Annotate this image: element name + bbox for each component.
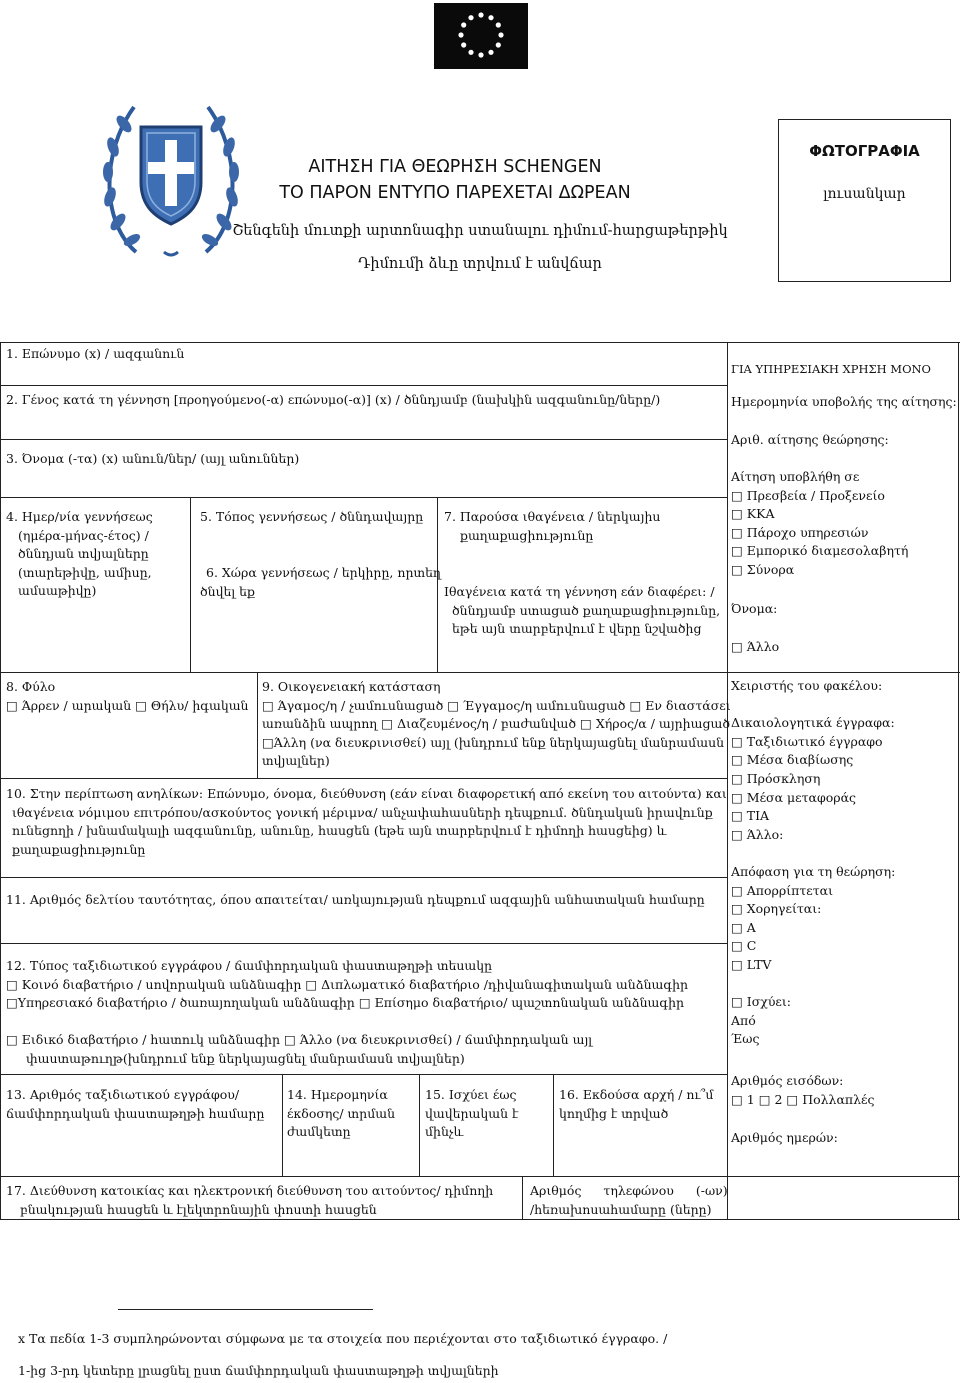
case-line: Από: [731, 1012, 756, 1028]
f13-line: 13. Αριθμός ταξιδιωτικού εγγράφου/: [6, 1087, 240, 1102]
footnote-line-1: x Τα πεδία 1-3 συμπληρώνονται σύμφωνα με τα στοιχεία που περιέχονται στο ταξιδιωτικό έγγραφο. /: [18, 1331, 668, 1346]
footnote-line-2: 1-ից 3-րդ կետերը լրացնել ըստ ճամփորդական փաստաթղթի տվյալների: [18, 1363, 499, 1378]
field-14-issue-date[interactable]: [287, 1086, 395, 1142]
lodged-line: Αίτηση υποβλήθη σε: [731, 469, 860, 484]
f9-line: □Άλλη (να διευκρινισθεί) այլ (խնդրում ենք ներկայացնել մանրամասն: [262, 734, 725, 750]
f4-line: ամսաթիվը): [18, 583, 97, 599]
entries-line: Αριθμός εισόδων:: [731, 1073, 844, 1088]
case-line[interactable]: □ Μέσα διαβίωσης: [731, 752, 854, 768]
field-4-birth-date[interactable]: [6, 508, 153, 601]
f17-line: բնակության հասցեն և էլեկտրոնային փոստի հասցեն: [20, 1201, 377, 1217]
f17b-line: Αριθμός τηλεφώνου (-ων): [530, 1183, 728, 1198]
case-handling: [731, 677, 895, 1049]
f12-line: 12. Τύπος ταξιδιωτικού εγγράφου / ճամփորդական փաստաթղթի տեսակը: [6, 958, 493, 973]
case-line[interactable]: □ ΤΙΑ: [731, 808, 770, 824]
days-count: Αριθμός ημερών:: [731, 1130, 838, 1145]
entries-count: [731, 1072, 875, 1109]
name-label: Όνομα:: [731, 601, 778, 616]
f4-line: 4. Ημερ/νία γεννήσεως: [6, 509, 153, 524]
form-subtitle: [200, 215, 760, 281]
case-line: Έως: [731, 1031, 760, 1047]
field-7-birth-nationality[interactable]: [444, 583, 720, 639]
f9-line: 9. Οικογενειακή κατάσταση: [262, 679, 441, 694]
case-line[interactable]: □ Απορρίπτεται: [731, 882, 834, 898]
case-line[interactable]: □ Ισχύει:: [731, 994, 792, 1010]
f6-line: 6. Χώρα γεννήσεως / երկիրը, որտեղ: [206, 565, 441, 580]
lodged-line[interactable]: □ Πρεσβεία / Προξενείο: [731, 487, 885, 503]
field-8-sex[interactable]: [6, 678, 249, 715]
case-line[interactable]: □ Πρόσκληση: [731, 770, 821, 786]
f12-line: [6, 1013, 688, 1032]
lodged-line[interactable]: □ ΚΚΑ: [731, 506, 775, 522]
field-9-civil-status[interactable]: [262, 678, 731, 771]
case-line: Χειριστής του φακέλου:: [731, 678, 883, 693]
f15-line: մինչև: [425, 1124, 464, 1140]
f12-line: □ Ειδικό διαβατήριο / հատուկ անձնագիր □ Άλλο (να διευκρινισθεί) / ճամփորդական այլ: [6, 1032, 593, 1048]
f4-line: ծննդյան տվյալները: [18, 546, 149, 562]
application-number: Αριθ. αίτησης θεώρησης:: [731, 432, 889, 447]
f10-line: ունեցողի / խնամակալի ազգանունը, անունը, հասցեն (եթե այն տարբերվում է դիմողի հասցեից) և: [12, 823, 667, 839]
f17b-line: /հեռախոսահամարը (ները): [530, 1201, 712, 1217]
case-line: Δικαιολογητικά έγγραφα:: [731, 715, 895, 731]
form-title: [240, 154, 670, 206]
case-line: [731, 696, 895, 715]
f12-line: □Υπηρεσιακό διαβατήριο / ծառայողական անձնագիր □ Επίσημο διαβατήριο/ պաշտոնական անձնագիր: [6, 995, 685, 1011]
lodged-line[interactable]: □ Σύνορα: [731, 561, 795, 577]
submission-date: Ημερομηνία υποβολής της αίτησης:: [731, 394, 957, 409]
field-16-issued-by[interactable]: [559, 1086, 713, 1123]
f7-line: քաղաքացիությունը: [460, 527, 594, 543]
field-15-valid-until[interactable]: [425, 1086, 518, 1142]
f9-line: տվյալներ): [262, 753, 330, 769]
case-line[interactable]: □ Ταξιδιωτικό έγγραφο: [731, 733, 883, 749]
field-12-document-type[interactable]: [6, 957, 688, 1069]
title-line-1: ΑΙΤΗΣΗ ΓΙΑ ΘΕΩΡΗΣΗ SCHENGEN: [308, 157, 602, 177]
f10-line: ιθαγένεια νόμιμου επιτρόπου/ασκούντος γονική μέριμνα/ անչափահասների դեպքում. ծննդական իրավունք: [12, 804, 713, 820]
field-6-birth-country[interactable]: [200, 564, 441, 601]
eu-flag: [434, 3, 528, 69]
footnote-rule: [118, 1309, 373, 1310]
photo-label-hy: լուսանկար: [823, 186, 906, 202]
field-7-nationality[interactable]: [444, 508, 660, 545]
subtitle-line-2: Դիմումի ձևը տրվում է անվճար: [358, 256, 602, 272]
f14-line: έκδοσης/ տրման: [287, 1105, 396, 1121]
f9-line: □ Άγαμος/η / չամուսնացած □ Έγγαμος/η ամուսնացած □ Εν διαστάσει: [262, 697, 731, 713]
other-checkbox[interactable]: □ Άλλο: [731, 639, 780, 654]
f9-line: առանձին ապրող □ Διαζευμένος/η / բաժանված □ Χήρος/α / այրիացած: [262, 716, 731, 732]
case-line: Απόφαση για τη θεώρηση:: [731, 863, 896, 879]
case-line[interactable]: □ Άλλο:: [731, 826, 784, 842]
field-1-surname[interactable]: 1. Επώνυμο (x) / ազգանուն: [6, 346, 185, 361]
field-2-birth-surname[interactable]: 2. Γένος κατά τη γέννηση [προηγούμενο(-α) επώνυμο(-α)] (x) / ծննդյամբ (նախկին ազգանունը/ները/): [6, 392, 661, 407]
f10-line: քաղաքացիությունը: [12, 841, 146, 857]
f15-line: վավերական է: [425, 1105, 519, 1121]
f15-line: 15. Ισχύει έως: [425, 1087, 517, 1102]
subtitle-line-1: Շենգենի մուտքի արտոնագիր ստանալու դիմում-հարցաթերթիկ: [232, 223, 728, 239]
official-use-heading: ΓΙΑ ΥΠΗΡΕΣΙΑΚΗ ΧΡΗΣΗ ΜΟΝΟ: [731, 362, 931, 376]
lodged-line[interactable]: □ Πάροχο υπηρεσιών: [731, 524, 869, 540]
f4-line: (ημέρα-μήνας-έτος) /: [18, 527, 149, 543]
f4-line: (տարեթիվը, ամիսը,: [18, 564, 152, 580]
f16-line: 16. Εκδούσα αρχή / ու՞մ: [559, 1087, 714, 1102]
field-13-document-number[interactable]: [6, 1086, 264, 1123]
f14-line: 14. Ημερομηνία: [287, 1087, 388, 1102]
case-line[interactable]: □ Α: [731, 919, 756, 935]
case-line[interactable]: □ Μέσα μεταφοράς: [731, 789, 857, 805]
f8-line: 8. Φύλο: [6, 679, 56, 694]
case-line[interactable]: □ Χορηγείται:: [731, 901, 822, 917]
title-line-2: ΤΟ ΠΑΡΟΝ ΕΝΤΥΠΟ ΠΑΡΕΧΕΤΑΙ ΔΩΡΕΑΝ: [279, 183, 631, 203]
f10-line: 10. Στην περίπτωση ανηλίκων: Επώνυμο, όνομα, διεύθυνση (εάν είναι διαφορετική από εκείνη του αιτούντα) και: [6, 786, 727, 801]
entries-line[interactable]: □ 1 □ 2 □ Πολλαπλές: [731, 1091, 875, 1107]
f6-line: ծնվել եք: [200, 583, 255, 599]
f12-line: □ Κοινό διαβατήριο / սովորական անձնագիր □ Διπλωματικό διαβατήριο /դիվանագիտական անձնագիր: [6, 976, 689, 992]
field-11-id-number[interactable]: 11. Αριθμός δελτίου ταυτότητας, όπου απαιτείται/ առկայության դեպքում ազգային անհատական համարը: [6, 892, 705, 907]
f7b-line: Ιθαγένεια κατά τη γέννηση εάν διαφέρει: /: [444, 584, 715, 599]
f7b-line: ծննդյամբ ստացած քաղաքացիությունը,: [452, 602, 721, 618]
f8-line: □ Άρρεν / արական □ Θήλυ/ իգական: [6, 697, 249, 713]
field-17-phone[interactable]: [530, 1182, 728, 1219]
field-10-minors[interactable]: [6, 785, 727, 859]
field-3-first-name[interactable]: 3. Όνομα (-τα) (x) անուն/ներ/ (այլ անուններ): [6, 451, 300, 466]
lodged-at: [731, 468, 908, 580]
f7b-line: եթե այն տարբերվում է վերը նշվածից: [452, 621, 702, 637]
case-line[interactable]: □ LTV: [731, 956, 772, 972]
f12-line: փաստաթուղթ(խնդրում ենք ներկայացնել մանրամասն տվյալներ): [26, 1050, 465, 1066]
photo-box[interactable]: [778, 119, 951, 282]
case-line[interactable]: □ C: [731, 938, 757, 954]
case-line: [731, 975, 895, 994]
field-5-birth-place[interactable]: 5. Τόπος γεννήσεως / ծննդավայրը: [200, 509, 424, 524]
photo-label: ΦΩΤΟΓΡΑΦΙΑ: [809, 142, 920, 160]
f17-line: 17. Διεύθυνση κατοικίας και ηλεκτρονική διεύθυνση του αιτούντος/ դիմողի: [6, 1183, 494, 1198]
f7-line: 7. Παρούσα ιθαγένεια / ներկայիս: [444, 509, 661, 524]
f14-line: ժամկետը: [287, 1124, 351, 1140]
f13-line: ճամփորդական փաստաթղթի համարը: [6, 1105, 265, 1121]
f16-line: կողմից է տրված: [559, 1105, 669, 1121]
lodged-line[interactable]: □ Εμπορικό διαμεσολαβητή: [731, 543, 909, 559]
field-17-address[interactable]: [6, 1182, 493, 1219]
case-line: [731, 844, 895, 863]
